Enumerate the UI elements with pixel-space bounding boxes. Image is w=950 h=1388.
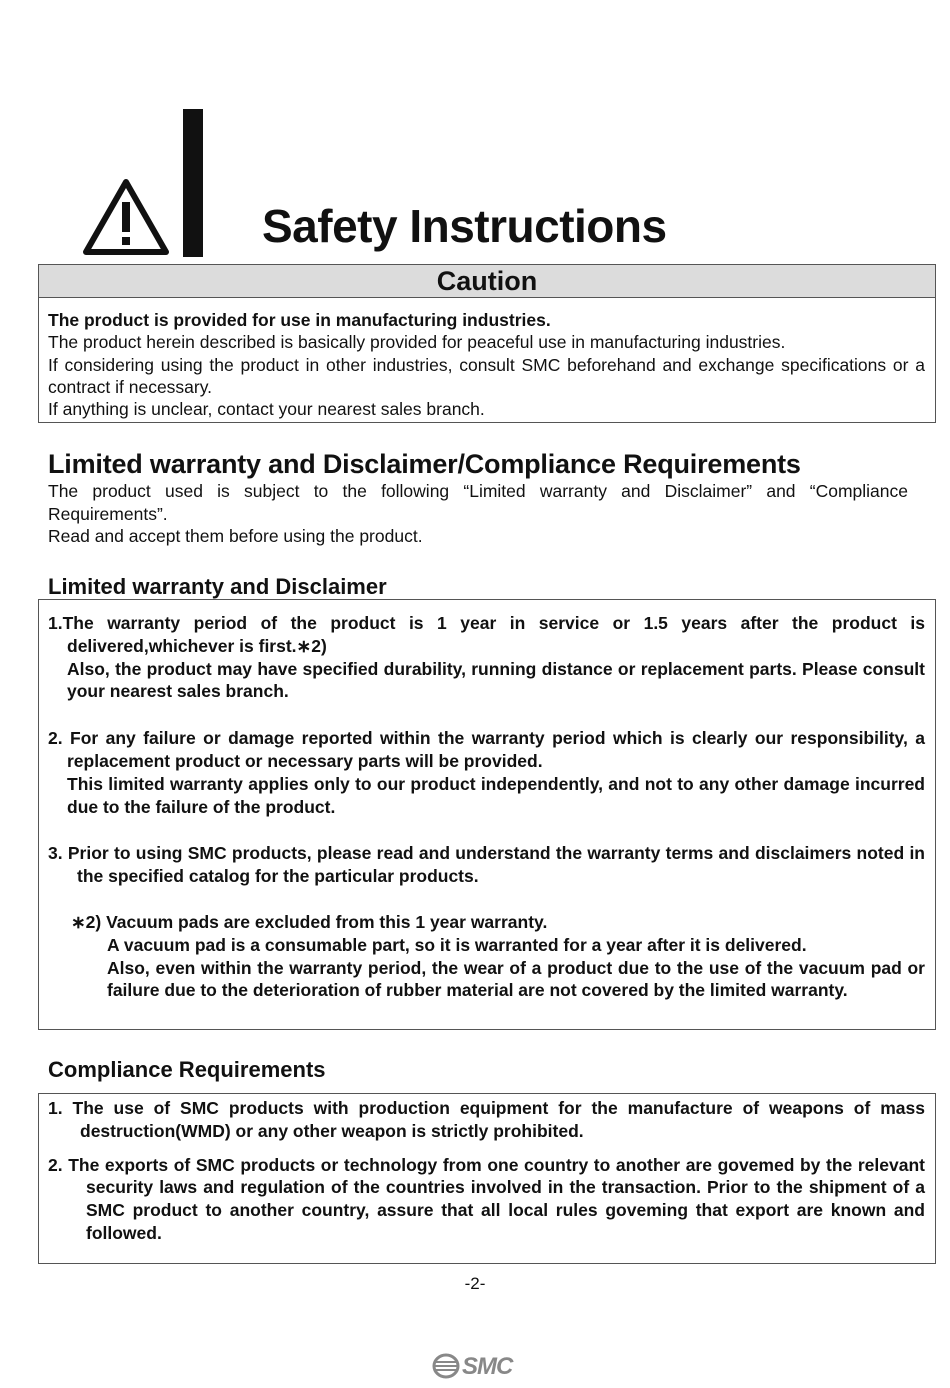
compliance-box: [38, 1093, 936, 1264]
caution-line-1: The product herein described is basically provided for peaceful use in manufacturing industries.: [48, 332, 786, 353]
caution-line-3: If anything is unclear, contact your nearest sales branch.: [48, 399, 485, 420]
caution-lead: The product is provided for use in manufacturing industries.: [48, 310, 551, 330]
caution-heading: Caution: [39, 265, 935, 298]
intro-paragraph-1: The product used is subject to the following “Limited warranty and Disclaimer” and “Compliance Requirements”.: [48, 481, 908, 524]
warranty-item-1: 1.The warranty period of the product is 1 year in service or 1.5 years after the product is delivered,whichever is first.∗2) Also, the product may have specified durability, running distance or replacement parts. Please consult your nearest sales branch.: [48, 613, 925, 702]
warning-triangle-icon: [82, 178, 170, 256]
compliance-item-1: 1. The use of SMC products with production equipment for the manufacture of weapons of mass destruction(WMD) or any other weapon is strictly prohibited.: [48, 1098, 925, 1141]
warranty-heading: Limited warranty and Disclaimer: [48, 574, 387, 599]
page-title: Safety Instructions: [262, 200, 667, 252]
intro-paragraph-2: Read and accept them before using the product.: [48, 526, 423, 546]
title-bar: [183, 109, 203, 257]
warranty-note: ∗2) Vacuum pads are excluded from this 1 year warranty. A vacuum pad is a consumable part, so it is warranted for a year after it is delivered. Also, even within the warranty period, the wear of a product due to the use of the vacuum pad or failure due to the deterioration of rubber material are not covered by the limited warranty.: [71, 911, 925, 1001]
limited-section-heading: Limited warranty and Disclaimer/Compliance Requirements: [48, 449, 801, 479]
warranty-item-2: 2. For any failure or damage reported within the warranty period which is clearly our responsibility, a replacement product or necessary parts will be provided. This limited warranty applies only to our product independently, and not to any other damage incurred due to the failure of the product.: [48, 728, 925, 817]
page-number: -2-: [464, 1274, 486, 1293]
smc-logo-text: SMC: [462, 1353, 513, 1380]
compliance-heading: Compliance Requirements: [48, 1057, 326, 1082]
limited-section-intro: [48, 480, 908, 548]
caution-box: [38, 264, 936, 423]
warranty-box: [38, 599, 936, 1030]
warranty-item-3: 3. Prior to using SMC products, please read and understand the warranty terms and disclaimers noted in the specified catalog for the particular products.: [48, 843, 925, 887]
caution-body: [39, 298, 935, 420]
caution-line-2: If considering using the product in other industries, consult SMC beforehand and exchange specifications or a contract if necessary.: [48, 354, 925, 397]
compliance-item-2: 2. The exports of SMC products or technology from one country to another are govemed by the relevant security laws and regulation of the countries involved in the transaction. Prior to the shipment of a SMC product to another country, assure that all local rules goveming that export are known and followed.: [48, 1154, 925, 1243]
